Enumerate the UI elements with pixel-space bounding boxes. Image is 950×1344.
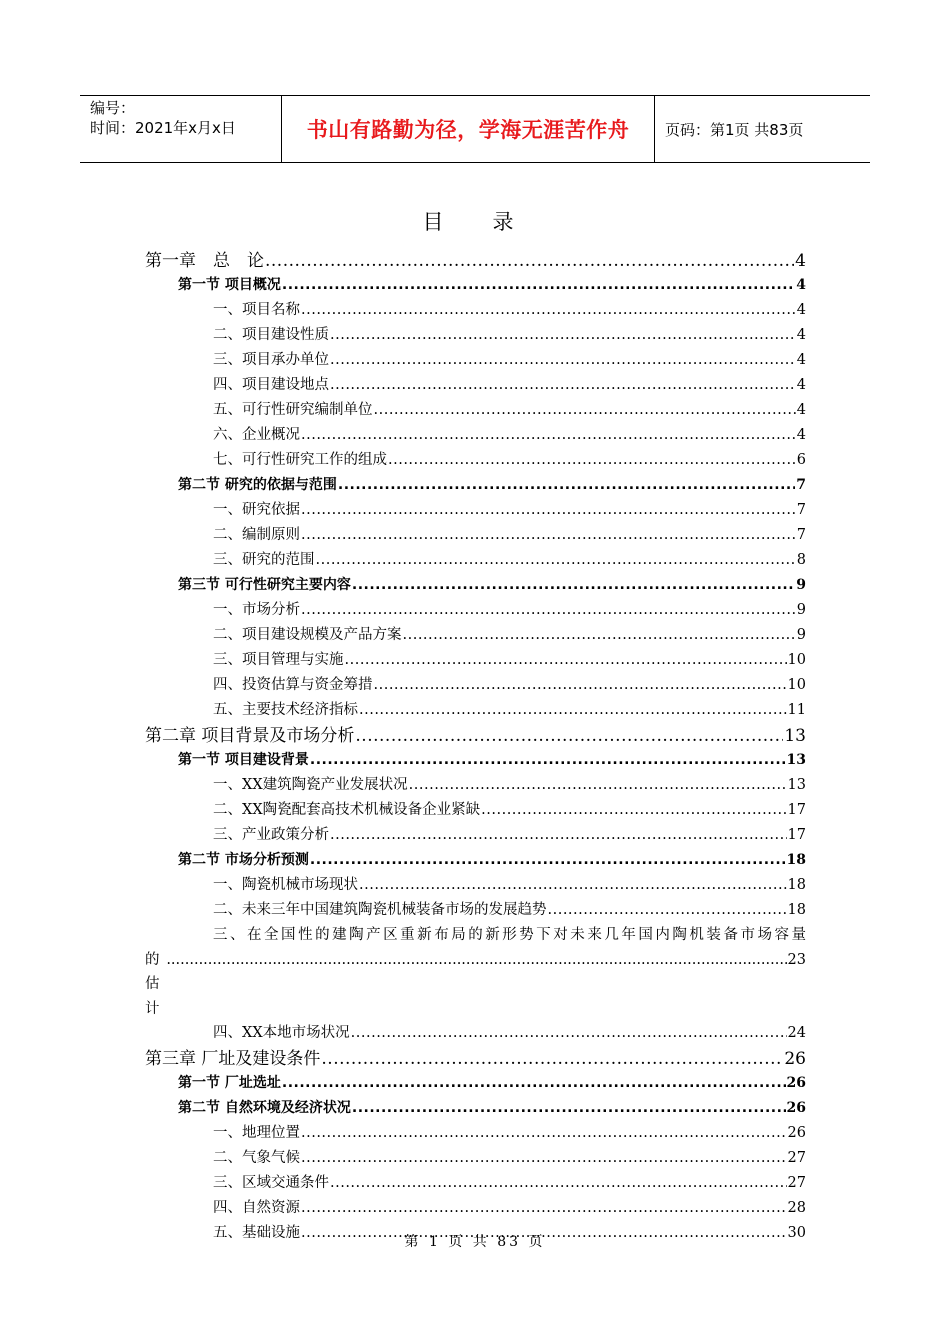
toc-entry-page: 30	[787, 1225, 806, 1241]
toc-entry-page: 17	[787, 802, 806, 818]
toc-entry-page: 9	[796, 627, 806, 643]
toc-entry-label: 第二节 研究的依据与范围	[178, 477, 337, 493]
document-date: 时间：2021年x月x日	[90, 119, 236, 137]
toc-leader-dots	[301, 523, 796, 548]
toc-leader-dots	[282, 1071, 786, 1096]
toc-entry-label: 二、项目建设规模及产品方案	[213, 627, 402, 643]
toc-entry-item[interactable]	[145, 823, 806, 848]
toc-entry-page: 8	[796, 552, 806, 568]
toc-entry-page: 10	[787, 677, 806, 693]
toc-entry-page: 26	[787, 1125, 806, 1141]
toc-entry-label: 第一章 总 论	[145, 251, 264, 271]
toc-entry-chapter[interactable]	[145, 724, 806, 748]
toc-entry-page: 17	[787, 827, 806, 843]
toc-entry-label: 二、XX陶瓷配套高技术机械设备企业紧缺	[213, 802, 481, 818]
toc-leader-dots	[345, 648, 787, 673]
toc-leader-dots	[352, 573, 795, 598]
toc-entry-page: 23	[787, 951, 806, 968]
toc-entry-label: 四、XX本地市场状况	[213, 1025, 350, 1041]
toc-entry-label: 二、编制原则	[213, 527, 300, 543]
toc-leader-dots	[265, 249, 794, 273]
toc-leader-dots	[355, 724, 783, 748]
page-footer: 第 1 页 共 83 页	[404, 1234, 546, 1250]
toc-entry-item[interactable]	[145, 923, 806, 1021]
toc-entry-item[interactable]	[145, 348, 806, 373]
toc-entry-label: 第二节 市场分析预测	[178, 852, 309, 868]
toc-entry-page: 4	[796, 377, 806, 393]
toc-entry-section[interactable]	[145, 848, 806, 873]
toc-entry-page: 13	[784, 726, 806, 746]
document-number-label: 编号：	[90, 99, 136, 117]
toc-entry-label: 四、项目建设地点	[213, 377, 329, 393]
header-page-info: 页码：第1页 共83页	[665, 120, 804, 139]
toc-entry-item[interactable]	[145, 1171, 806, 1196]
toc-entry-label: 一、陶瓷机械市场现状	[213, 877, 358, 893]
toc-entry-item[interactable]	[145, 873, 806, 898]
table-of-contents	[145, 248, 806, 1246]
toc-leader-dots	[481, 798, 786, 823]
toc-entry-label: 三、区域交通条件	[213, 1175, 329, 1191]
toc-leader-dots	[352, 1096, 786, 1121]
toc-entry-item[interactable]	[145, 523, 806, 548]
toc-entry-label: 三、研究的范围	[213, 552, 315, 568]
toc-entry-label: 第一节 项目概况	[178, 277, 281, 293]
toc-entry-page: 13	[787, 777, 806, 793]
toc-entry-item[interactable]	[145, 448, 806, 473]
toc-entry-label: 第二章 项目背景及市场分析	[145, 726, 355, 746]
toc-entry-page: 27	[787, 1150, 806, 1166]
toc-entry-item[interactable]	[145, 1021, 806, 1046]
toc-entry-item[interactable]	[145, 1146, 806, 1171]
toc-leader-dots	[330, 348, 796, 373]
toc-entry-chapter[interactable]	[145, 1047, 806, 1071]
toc-leader-dots	[301, 498, 796, 523]
toc-leader-dots	[321, 1047, 783, 1071]
toc-entry-label: 第一节 项目建设背景	[178, 752, 309, 768]
toc-leader-dots	[359, 873, 787, 898]
header-motto: 书山有路勤为径，学海无涯苦作舟	[282, 96, 655, 162]
toc-leader-dots	[310, 848, 786, 873]
toc-entry-page: 11	[787, 702, 806, 718]
toc-entry-page: 7	[796, 527, 806, 543]
toc-entry-label: 一、市场分析	[213, 602, 300, 618]
toc-entry-section[interactable]	[145, 1096, 806, 1121]
toc-entry-label: 三、项目承办单位	[213, 352, 329, 368]
toc-leader-dots	[330, 323, 796, 348]
toc-entry-chapter[interactable]	[145, 249, 806, 273]
toc-leader-dots	[330, 1171, 787, 1196]
toc-entry-label: 五、基础设施	[213, 1225, 300, 1241]
toc-entry-label: 三、项目管理与实施	[213, 652, 344, 668]
toc-entry-section[interactable]	[145, 748, 806, 773]
toc-leader-dots	[388, 448, 796, 473]
toc-title: 目 录	[422, 210, 528, 234]
toc-entry-label: 第一节 厂址选址	[178, 1075, 281, 1091]
toc-entry-page: 18	[786, 852, 806, 868]
toc-leader-dots	[351, 1021, 787, 1046]
toc-entry-item[interactable]	[145, 548, 806, 573]
toc-entry-page: 4	[796, 427, 806, 443]
toc-entry-page: 24	[787, 1025, 806, 1041]
toc-entry-item[interactable]	[145, 798, 806, 823]
toc-entry-page: 4	[796, 327, 806, 343]
toc-entry-page: 18	[787, 902, 806, 918]
toc-leader-dots	[409, 773, 787, 798]
toc-entry-page: 7	[796, 477, 806, 493]
toc-entry-label: 一、项目名称	[213, 302, 300, 318]
toc-entry-item[interactable]	[145, 648, 806, 673]
toc-leader-dots	[301, 423, 796, 448]
page-header	[80, 95, 870, 163]
toc-leader-dots	[374, 398, 796, 423]
toc-leader-dots	[403, 623, 796, 648]
toc-entry-page: 26	[786, 1075, 806, 1091]
toc-entry-page: 10	[787, 652, 806, 668]
toc-entry-label: 二、气象气候	[213, 1150, 300, 1166]
toc-leader-dots	[310, 748, 786, 773]
toc-entry-label: 一、地理位置	[213, 1125, 300, 1141]
toc-entry-page: 9	[796, 602, 806, 618]
toc-entry-item[interactable]	[145, 1121, 806, 1146]
toc-entry-label: 第二节 自然环境及经济状况	[178, 1100, 351, 1116]
toc-entry-item[interactable]	[145, 498, 806, 523]
toc-entry-label: 二、项目建设性质	[213, 327, 329, 343]
toc-leader-dots	[301, 1196, 787, 1221]
toc-entry-item[interactable]	[145, 773, 806, 798]
toc-entry-page: 4	[796, 352, 806, 368]
toc-leader-dots	[330, 823, 787, 848]
toc-entry-item[interactable]	[145, 373, 806, 398]
toc-entry-page: 27	[787, 1175, 806, 1191]
toc-entry-page: 18	[787, 877, 806, 893]
toc-leader-dots	[282, 273, 795, 298]
toc-entry-label: 三、在全国性的建陶产区重新布局的新形势下对未来几年国内陶机装备市场容量	[213, 927, 806, 943]
toc-entry-page: 4	[796, 402, 806, 418]
toc-entry-label: 一、XX建筑陶瓷产业发展状况	[213, 777, 408, 793]
toc-entry-label: 二、未来三年中国建筑陶瓷机械装备市场的发展趋势	[213, 902, 547, 918]
toc-entry-continuation	[145, 948, 806, 1022]
toc-entry-section[interactable]	[145, 273, 806, 298]
toc-entry-section[interactable]	[145, 473, 806, 498]
toc-entry-label: 四、投资估算与资金筹措	[213, 677, 373, 693]
toc-entry-label-continued: 的估计	[145, 951, 160, 1017]
toc-entry-label: 五、可行性研究编制单位	[213, 402, 373, 418]
toc-entry-label: 五、主要技术经济指标	[213, 702, 358, 718]
toc-entry-item[interactable]	[145, 673, 806, 698]
toc-leader-dots	[166, 948, 787, 1022]
toc-entry-item[interactable]	[145, 898, 806, 923]
toc-entry-label: 第三节 可行性研究主要内容	[178, 577, 351, 593]
toc-entry-page: 7	[796, 502, 806, 518]
toc-leader-dots	[330, 373, 796, 398]
toc-entry-label: 第三章 厂址及建设条件	[145, 1049, 321, 1069]
toc-leader-dots	[316, 548, 796, 573]
toc-leader-dots	[374, 673, 787, 698]
toc-entry-label: 四、自然资源	[213, 1200, 300, 1216]
toc-entry-page: 4	[796, 277, 806, 293]
toc-leader-dots	[301, 1121, 787, 1146]
toc-entry-page: 4	[796, 302, 806, 318]
toc-entry-label: 一、研究依据	[213, 502, 300, 518]
toc-entry-page: 4	[795, 251, 806, 271]
toc-entry-section[interactable]	[145, 1071, 806, 1096]
toc-entry-page: 6	[796, 452, 806, 468]
toc-entry-section[interactable]	[145, 573, 806, 598]
toc-entry-page: 26	[786, 1100, 806, 1116]
toc-entry-item[interactable]	[145, 1196, 806, 1221]
toc-entry-page: 13	[786, 752, 806, 768]
toc-leader-dots	[548, 898, 787, 923]
toc-entry-item[interactable]	[145, 323, 806, 348]
toc-entry-label: 七、可行性研究工作的组成	[213, 452, 387, 468]
toc-entry-page: 9	[796, 577, 806, 593]
toc-entry-page: 26	[784, 1049, 806, 1069]
toc-leader-dots	[338, 473, 795, 498]
toc-entry-label: 三、产业政策分析	[213, 827, 329, 843]
header-meta	[80, 96, 282, 162]
toc-entry-item[interactable]	[145, 698, 806, 723]
toc-entry-item[interactable]	[145, 423, 806, 448]
toc-entry-item[interactable]	[145, 623, 806, 648]
toc-entry-item[interactable]	[145, 398, 806, 423]
toc-entry-item[interactable]	[145, 598, 806, 623]
toc-leader-dots	[301, 298, 796, 323]
toc-leader-dots	[359, 698, 787, 723]
toc-entry-label: 六、企业概况	[213, 427, 300, 443]
toc-entry-page: 28	[787, 1200, 806, 1216]
toc-leader-dots	[301, 598, 796, 623]
toc-leader-dots	[301, 1146, 787, 1171]
toc-entry-item[interactable]	[145, 298, 806, 323]
